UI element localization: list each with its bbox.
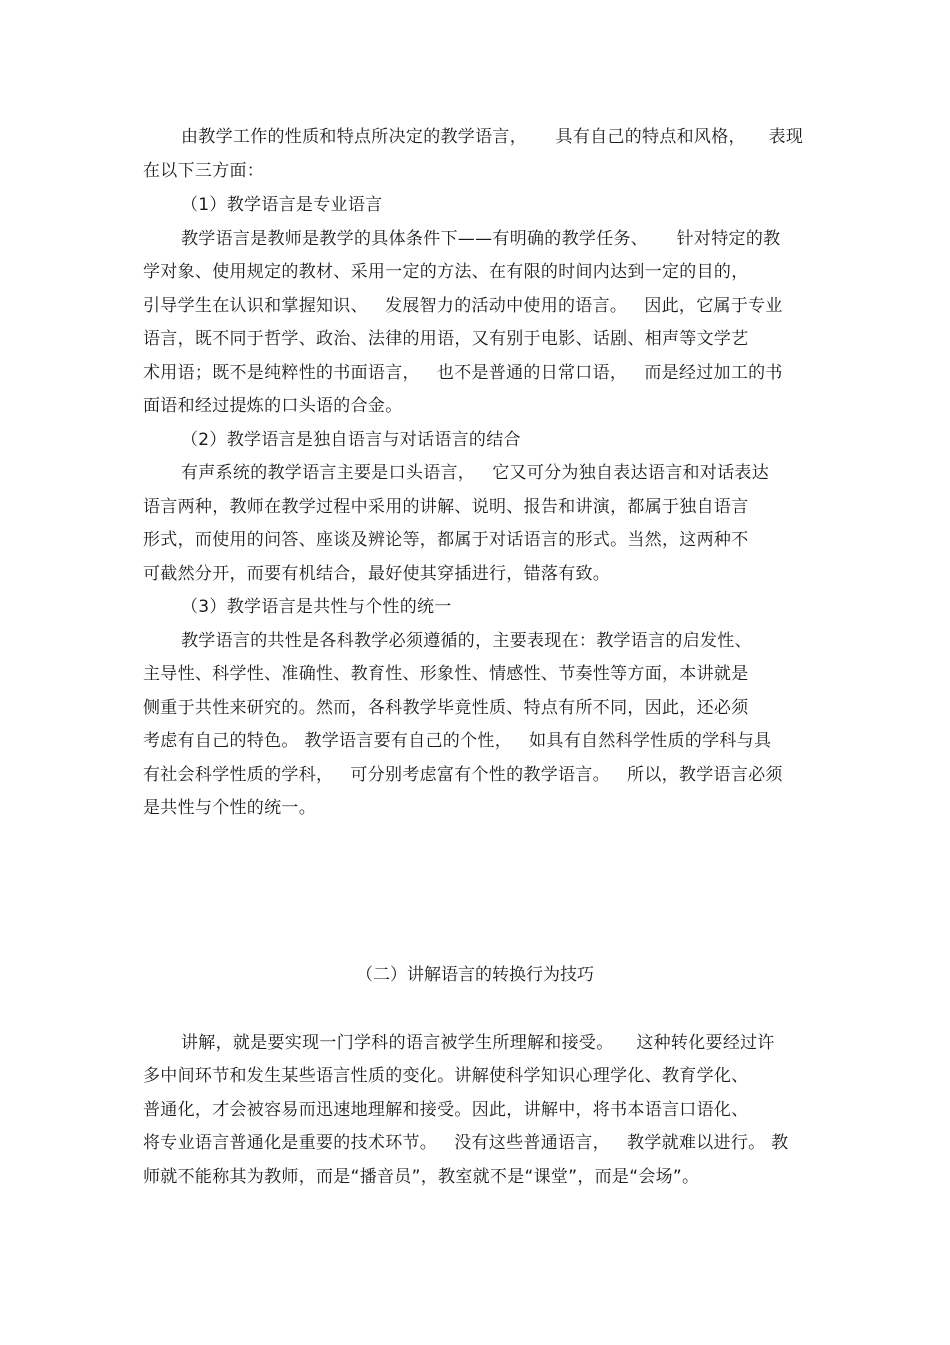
- item1-title: （1）教学语言是专业语言: [181, 195, 383, 215]
- item2-title: （2）教学语言是独自语言与对话语言的结合: [181, 430, 521, 450]
- item3-line-4: 考虑有自己的特色。 教学语言要有自己的个性， 如具有自然科学性质的学科与具: [143, 731, 772, 751]
- item2-line-1: 有声系统的教学语言主要是口头语言， 它又可分为独自表达语言和对话表达: [181, 463, 770, 483]
- item1-line-1: 教学语言是教师是教学的具体条件下——有明确的教学任务、 针对特定的教: [181, 229, 781, 249]
- item1-line-2: 学对象、使用规定的教材、采用一定的方法、在有限的时间内达到一定的目的，: [143, 262, 749, 282]
- item1-line-5: 术用语；既不是纯粹性的书面语言， 也不是普通的日常口语， 而是经过加工的书: [143, 363, 783, 383]
- item1-line-6: 面语和经过提炼的口头语的合金。: [143, 396, 403, 416]
- item3-line-3: 侧重于共性来研究的。然而，各科教学毕竟性质、特点有所不同，因此，还必须: [143, 698, 749, 718]
- item2-line-2: 语言两种，教师在教学过程中采用的讲解、说明、报告和讲演，都属于独自语言: [143, 497, 749, 517]
- item1-line-4: 语言，既不同于哲学、政治、法律的用语，又有别于电影、话剧、相声等文学艺: [143, 329, 749, 349]
- item3-line-5: 有社会科学性质的学科， 可分别考虑富有个性的教学语言。 所以，教学语言必须: [143, 765, 783, 785]
- item3-line-1: 教学语言的共性是各科教学必须遵循的，主要表现在：教学语言的启发性、: [181, 631, 752, 651]
- item1-line-3: 引导学生在认识和掌握知识、 发展智力的活动中使用的语言。 因此，它属于专业: [143, 296, 783, 316]
- item2-line-3: 形式，而使用的问答、座谈及辨论等，都属于对话语言的形式。当然，这两种不: [143, 530, 749, 550]
- section2-line-2: 多中间环节和发生某些语言性质的变化。讲解使科学知识心理学化、教育学化、: [143, 1066, 749, 1086]
- section2-line-4: 将专业语言普通化是重要的技术环节。 没有这些普通语言， 教学就难以进行。 教: [143, 1133, 789, 1153]
- section2-heading: （二）讲解语言的转换行为技巧: [356, 965, 594, 985]
- intro-line-2: 在以下三方面：: [143, 161, 265, 181]
- item3-title: （3）教学语言是共性与个性的统一: [181, 597, 452, 617]
- item2-line-4: 可截然分开，而要有机结合，最好使其穿插进行，错落有致。: [143, 564, 611, 584]
- item3-line-2: 主导性、科学性、准确性、教育性、形象性、情感性、节奏性等方面，本讲就是: [143, 664, 749, 684]
- item3-line-6: 是共性与个性的统一。: [143, 798, 316, 818]
- intro-line-1: 由教学工作的性质和特点所决定的教学语言， 具有自己的特点和风格， 表现: [181, 127, 804, 147]
- section2-line-5: 师就不能称其为教师，而是“播音员”，教室就不是“课堂”，而是“会场”。: [143, 1167, 700, 1187]
- section2-line-3: 普通化，才会被容易而迅速地理解和接受。因此，讲解中，将书本语言口语化、: [143, 1100, 749, 1120]
- section2-line-1: 讲解，就是要实现一门学科的语言被学生所理解和接受。 这种转化要经过许: [181, 1033, 775, 1053]
